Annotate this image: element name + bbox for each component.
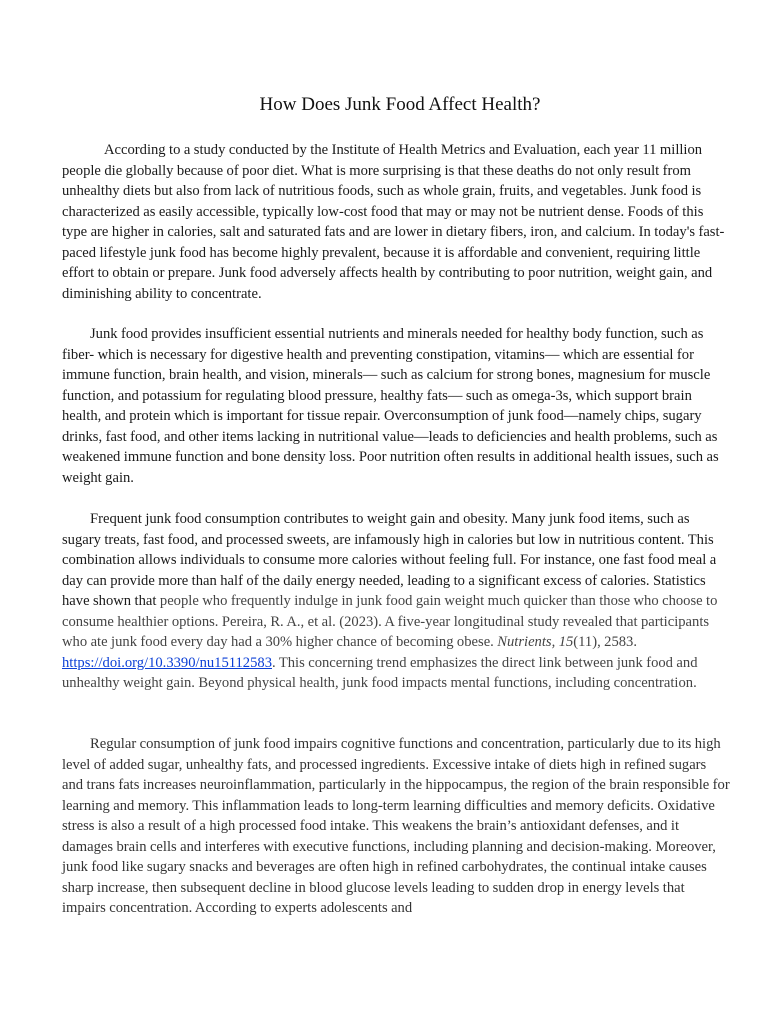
paragraph-text: Frequent junk food consumption contributes to weight gain and obesity. Many junk food items, such as sugary treats, fast food, and processed sweets, are infamously high in calories but low in nutritious content. This combination allows individuals to consume more calories without feeling full. For instance, one fast food meal a day can provide more than half of the daily energy needed, leading to a significant excess of calories. Statistics have shown that — [62, 511, 717, 609]
paragraph-text: Junk food provides insufficient essential nutrients and minerals needed for healthy body function, such as fiber- which is necessary for digestive health and preventing constipation, vitamins— which are essential for immune function, brain health, and vision, minerals— such as calcium for strong bones, magnesium for muscle function, and potassium for regulating blood pressure, healthy fats— such as omega-3s, which support brain health, and protein which is important for tissue repair. Overconsumption of junk food—namely chips, sugary drinks, fast food, and other items lacking in nutritional value—leads to deficiencies and health problems, such as weakened immune function and bone density loss. Poor nutrition often results in additional health issues, such as weight gain. — [62, 326, 719, 486]
paragraph-text: Regular consumption of junk food impairs cognitive functions and concentration, particularly due to its high level of added sugar, unhealthy fats, and processed ingredients. Excessive intake of diets high in refined sugars and trans fats increases neuroinflammation, particularly in the hippocampus, the region of the brain responsible for learning and memory. This inflammation leads to long-term learning difficulties and memory deficits. Oxidative stress is also a result of a high processed food intake. This weakens the brain’s antioxidant defenses, and it damages brain cells and interferes with executive functions, including planning and decision-making. Moreover, junk food like sugary snacks and beverages are often high in refined carbohydrates, the continual intake causes sharp increase, then subsequent decline in blood glucose levels leading to sudden drop in energy levels that impairs concentration. According to experts adolescents and — [62, 736, 730, 916]
paragraph-citation-text: people who frequently indulge in junk food gain weight much quicker than those who choose to consume healthier options. Pereira, R. A., et al. (2023). A five-year longitudinal study revealed that participants who ate junk food every day had a 30% higher chance of becoming obese. — [62, 593, 718, 650]
paragraph-weight-gain — [62, 509, 730, 694]
journal-name: Nutrients, 15 — [497, 634, 574, 650]
citation-issue: (11), 2583. — [573, 634, 638, 650]
paragraph-text: According to a study conducted by the Institute of Health Metrics and Evaluation, each year 11 million people die globally because of poor diet. What is more surprising is that these deaths do not only result from unhealthy diets but also from lack of nutritious foods, such as whole grain, fruits, and vegetables. Junk food is characterized as easily accessible, typically low-cost food that may or may not be nutrient dense. Foods of this type are higher in calories, salt and saturated fats and are lower in dietary fibers, iron, and calcium. In today's fast-paced lifestyle junk food has become highly prevalent, because it is affordable and convenient, requiring little effort to obtain or prepare. Junk food adversely affects health by contributing to poor nutrition, weight gain, and diminishing ability to concentrate. — [62, 142, 725, 302]
paragraph-text-end: . This concerning trend emphasizes the direct link between junk food and unhealthy weight gain. Beyond physical health, junk food impacts mental functions, including concentration. — [62, 654, 698, 691]
paragraph-concentration — [62, 734, 730, 919]
paragraph-nutrition — [62, 324, 730, 488]
document-title: How Does Junk Food Affect Health? — [259, 94, 541, 115]
paragraph-intro — [62, 140, 730, 304]
doi-link[interactable]: https://doi.org/10.3390/nu15112583 — [62, 654, 272, 671]
